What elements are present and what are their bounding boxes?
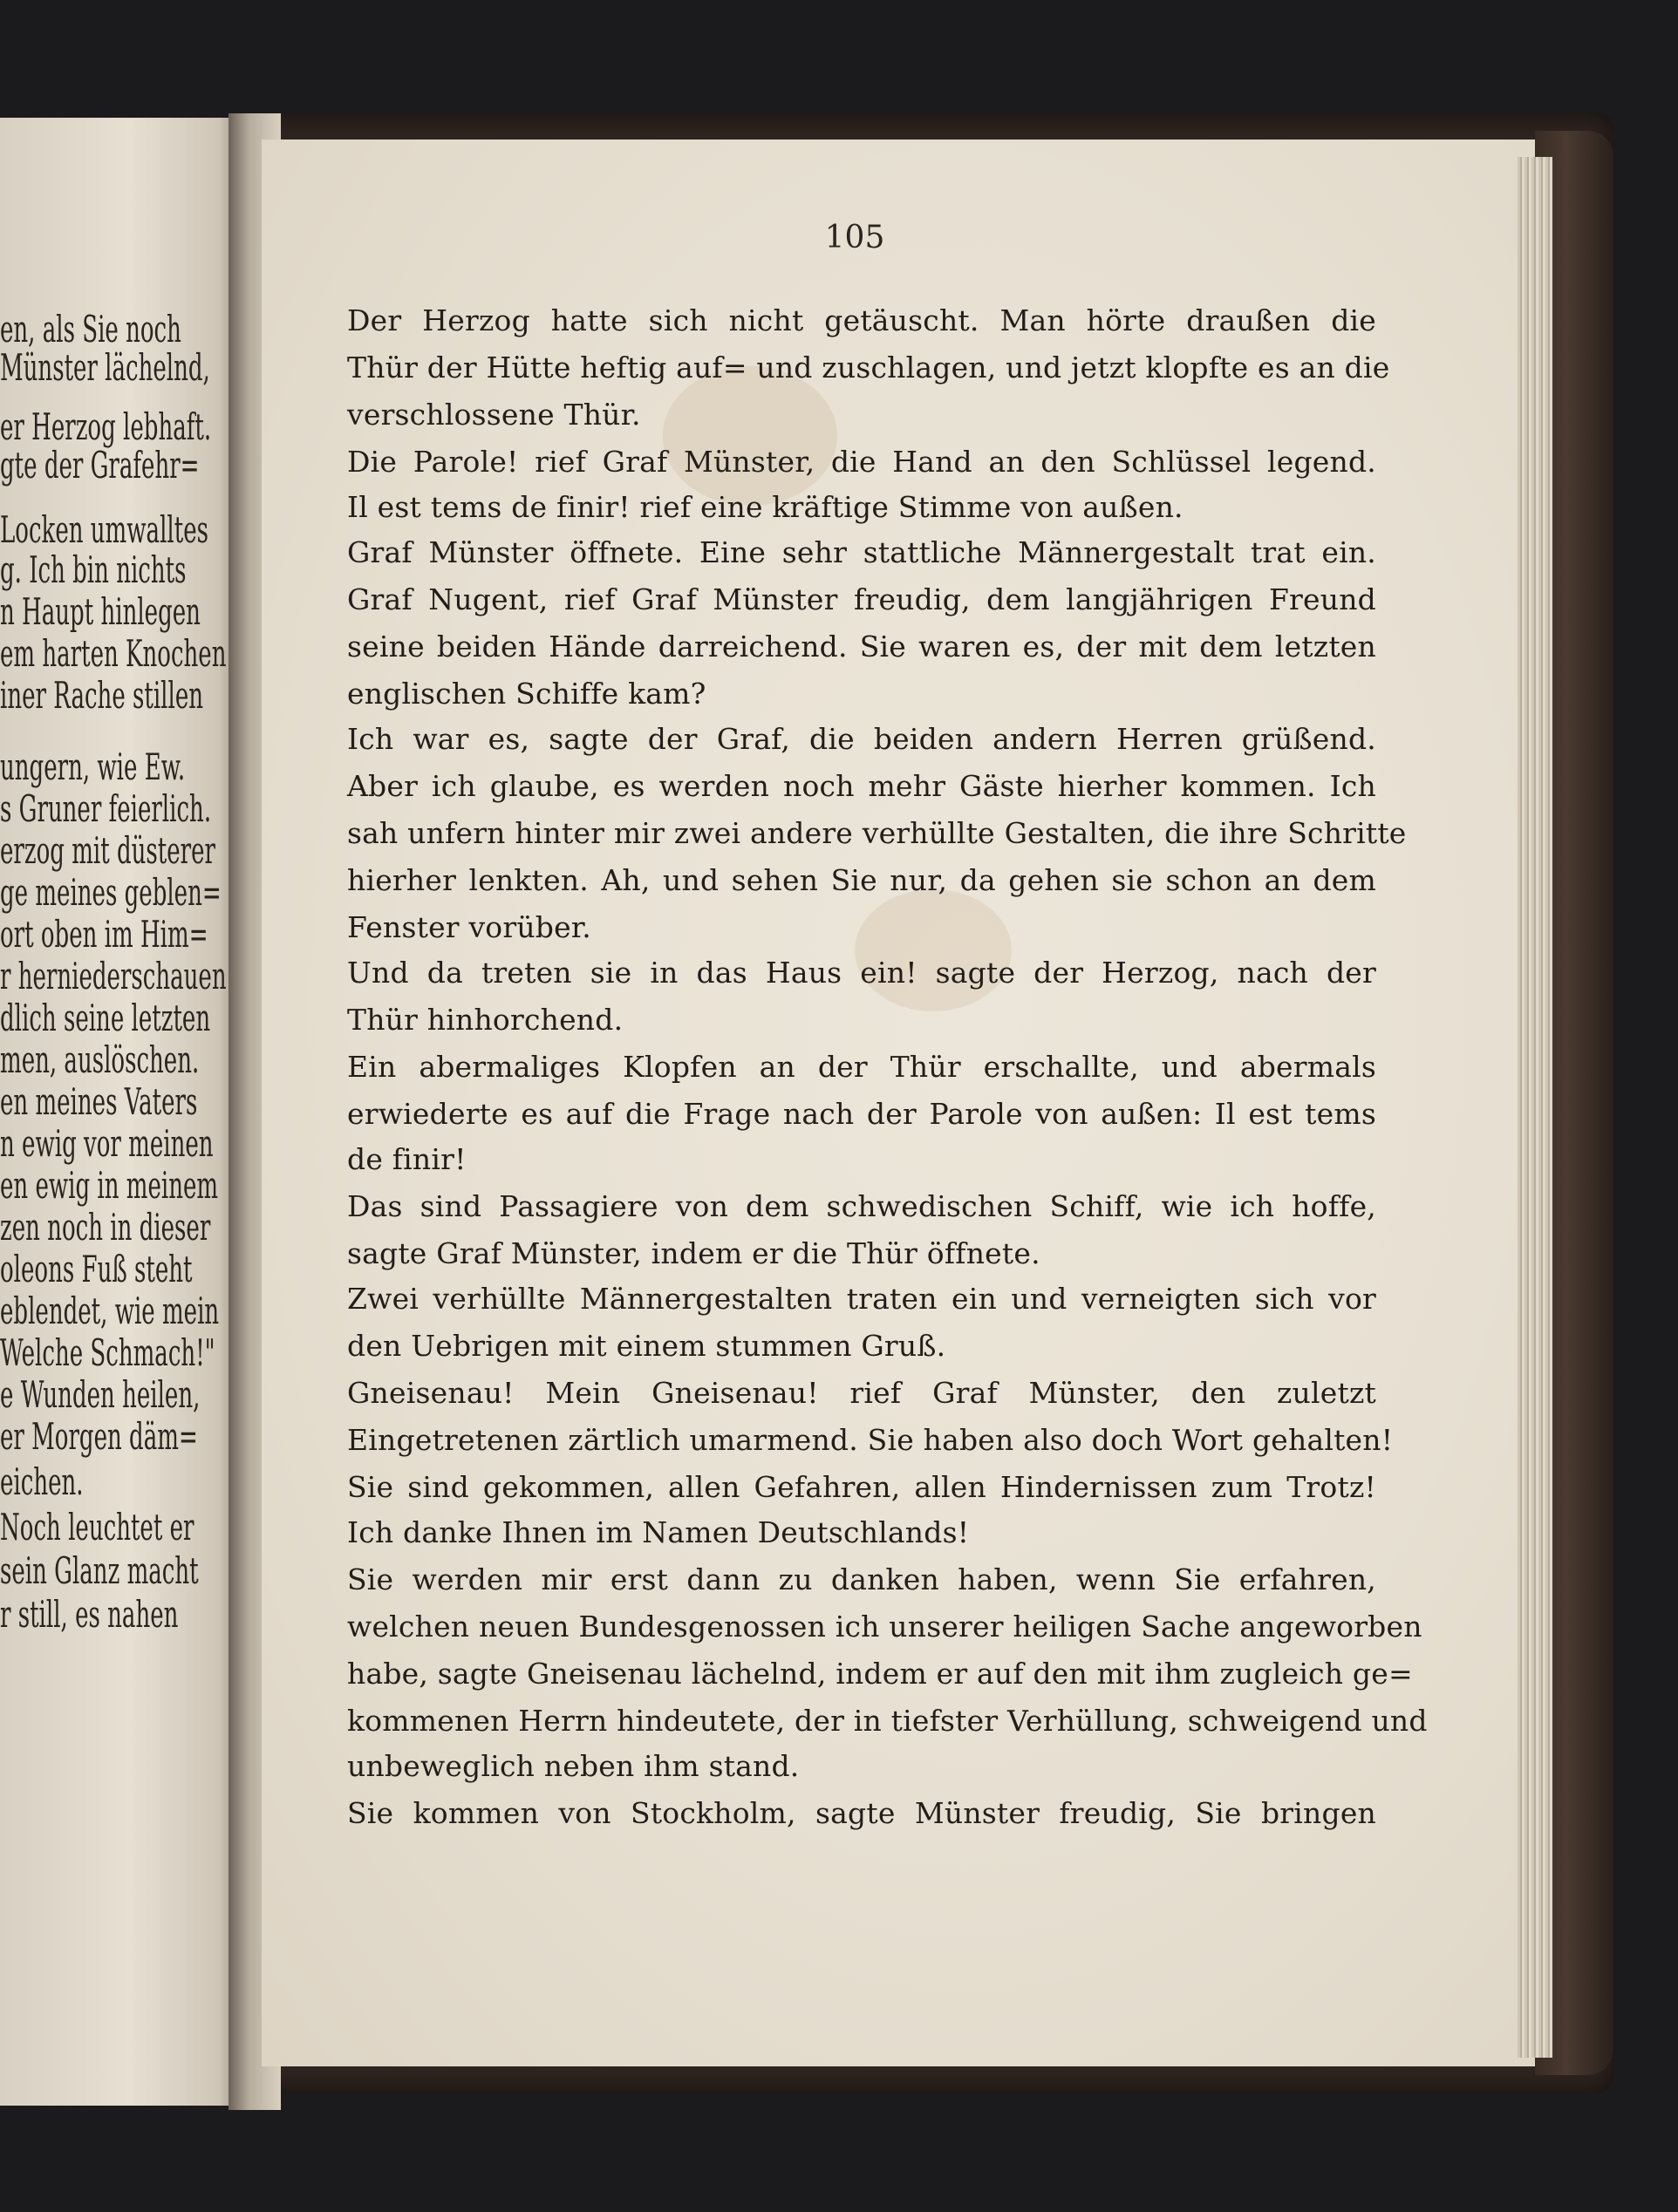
text-line: Zwei verhüllte Männergestalten traten ein und verneigten sich vor	[347, 1282, 1376, 1316]
text-line: Sie sind gekommen, allen Gefahren, allen Hindernissen zum Trotz!	[347, 1470, 1376, 1504]
left-line: dlich seine letzten	[0, 997, 211, 1039]
left-line: ort oben im Him=	[0, 913, 208, 956]
page-number: 105	[824, 220, 885, 255]
text-line: Ich danke Ihnen im Namen Deutschlands!	[347, 1515, 970, 1549]
text-line: kommenen Herrn hindeutete, der in tiefster Verhüllung, schweigend und	[347, 1704, 1428, 1738]
text-line: Aber ich glaube, es werden noch mehr Gäste hierher kommen. Ich	[347, 769, 1376, 803]
text-line: Graf Münster öffnete. Eine sehr stattliche Männergestalt trat ein.	[347, 535, 1376, 569]
text-line: englischen Schiffe kam?	[347, 677, 706, 711]
left-line: Münster lächelnd,	[0, 346, 210, 389]
left-line: en, als Sie noch	[0, 308, 181, 351]
left-line: gte der Grafehr=	[0, 444, 200, 487]
text-line: Thür hinhorchend.	[347, 1003, 624, 1037]
left-line: eichen.	[0, 1460, 84, 1503]
left-line: en meines Vaters	[0, 1080, 198, 1123]
left-line: iner Rache stillen	[0, 674, 204, 717]
text-line: Und da treten sie in das Haus ein! sagte der Herzog, nach der	[347, 956, 1376, 990]
text-line: Fenster vorüber.	[347, 910, 591, 944]
text-line: unbeweglich neben ihm stand.	[347, 1749, 800, 1783]
text-line: Das sind Passagiere von dem schwedischen Schiff, wie ich hoffe,	[347, 1189, 1376, 1223]
text-line: Der Herzog hatte sich nicht getäuscht. Man hörte draußen die	[347, 303, 1376, 337]
left-line: en ewig in meinem	[0, 1164, 219, 1207]
left-line: er Morgen däm=	[0, 1415, 198, 1458]
text-line: de finir!	[347, 1142, 467, 1176]
left-line: sein Glanz macht	[0, 1549, 199, 1592]
left-line: ungern, wie Ew.	[0, 745, 186, 788]
left-line: zen noch in dieser	[0, 1206, 211, 1249]
left-line: eblendet, wie mein	[0, 1290, 220, 1332]
text-line: sagte Graf Münster, indem er die Thür öffnete.	[347, 1236, 1040, 1270]
text-line: Ich war es, sagte der Graf, die beiden andern Herren grüßend.	[347, 722, 1376, 756]
left-line: r herniederschauen	[0, 955, 227, 997]
left-line: oleons Fuß steht	[0, 1248, 193, 1290]
text-line: hierher lenkten. Ah, und sehen Sie nur, da gehen sie schon an dem	[347, 863, 1376, 897]
text-line: welchen neuen Bundesgenossen ich unserer heiligen Sache angeworben	[347, 1610, 1422, 1644]
left-line: Welche Schmach!"	[0, 1331, 215, 1374]
text-line: seine beiden Hände darreichend. Sie waren es, der mit dem letzten	[347, 630, 1376, 664]
text-line: Ein abermaliges Klopfen an der Thür erschallte, und abermals	[347, 1050, 1376, 1084]
left-line: n Haupt hinlegen	[0, 590, 201, 633]
text-line: Gneisenau! Mein Gneisenau! rief Graf Münster, den zuletzt	[347, 1376, 1376, 1410]
left-line: Noch leuchtet er	[0, 1506, 194, 1548]
text-line: habe, sagte Gneisenau lächelnd, indem er auf den mit ihm zugleich ge=	[347, 1657, 1413, 1691]
left-line: e Wunden heilen,	[0, 1373, 201, 1416]
paper-stain	[855, 889, 1012, 1011]
left-line: r still, es nahen	[0, 1593, 179, 1636]
left-line: s Gruner feierlich.	[0, 787, 212, 830]
text-line: erwiederte es auf die Frage nach der Parole von außen: Il est tems	[347, 1097, 1376, 1131]
text-line: Graf Nugent, rief Graf Münster freudig, dem langjährigen Freund	[347, 582, 1376, 616]
left-line: g. Ich bin nichts	[0, 548, 187, 591]
left-line: Locken umwalltes	[0, 508, 208, 551]
left-line: erzog mit düsterer	[0, 829, 215, 872]
text-line: Sie kommen von Stockholm, sagte Münster freudig, Sie bringen	[347, 1796, 1376, 1830]
left-line: n ewig vor meinen	[0, 1122, 214, 1165]
text-line: Sie werden mir erst dann zu danken haben, wenn Sie erfahren,	[347, 1562, 1376, 1596]
text-line: Il est tems de finir! rief eine kräftige Stimme von außen.	[347, 490, 1183, 524]
paper-stain	[663, 366, 837, 506]
left-line: ge meines geblen=	[0, 871, 222, 914]
left-line: em harten Knochen	[0, 632, 227, 675]
text-line: sah unfern hinter mir zwei andere verhüllte Gestalten, die ihre Schritte	[347, 816, 1407, 850]
text-line: den Uebrigen mit einem stummen Gruß.	[347, 1329, 946, 1363]
left-line: men, auslöschen.	[0, 1038, 200, 1081]
left-line: er Herzog lebhaft.	[0, 405, 212, 448]
text-line: Die Parole! rief Graf Münster, die Hand an den Schlüssel legend.	[347, 445, 1376, 479]
left-page	[0, 118, 237, 2106]
text-line: Thür der Hütte heftig auf= und zuschlagen, und jetzt klopfte es an die	[347, 351, 1390, 385]
text-line: Eingetretenen zärtlich umarmend. Sie haben also doch Wort gehalten!	[347, 1423, 1394, 1457]
text-line: verschlossene Thür.	[347, 398, 641, 432]
page-edges	[1518, 157, 1552, 2058]
